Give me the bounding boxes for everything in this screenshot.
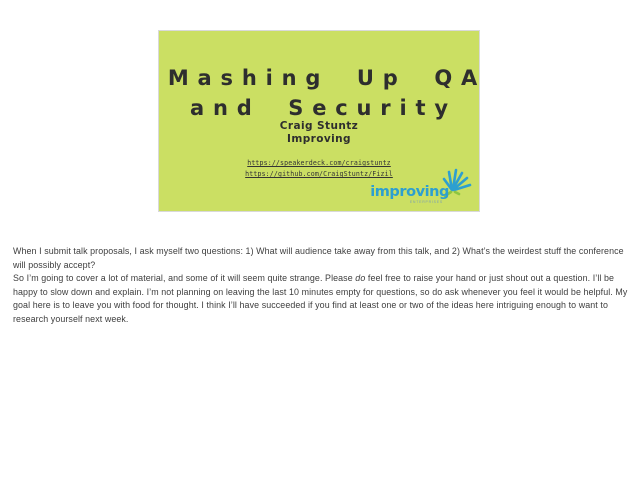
improving-logo-tagline: ENTERPRISES (409, 200, 443, 204)
improving-logo-text: improving (370, 184, 449, 200)
github-link[interactable]: https://github.com/CraigStuntz/Fizil (245, 170, 393, 178)
speakerdeck-link[interactable]: https://speakerdeck.com/craigstuntz (247, 159, 391, 167)
slide-author-block (159, 120, 479, 146)
notes-paragraph-1: When I submit talk proposals, I ask myself two questions: 1) What will audience take away from this talk, and 2) What’s the weirdest stuff the conference will possibly accept? (13, 246, 624, 270)
slide-title (159, 63, 487, 123)
speaker-notes (13, 245, 628, 327)
notes-paragraph-2-emphasis: do (355, 273, 366, 284)
slide-title-line2: and Security (189, 96, 457, 120)
author-name: Craig Stuntz (279, 120, 359, 132)
notes-paragraph-2-after: feel free to raise your hand or just shout out a question. I’ll be happy to slow down and explain. I’m not planning on leaving the last 10 minutes empty for questions, so do ask whenever you feel it would be helpful. My goal here is to leave you with food for thought. I think I’ll have succeeded if you find at least one or two of the ideas here intriguing enough to want to research yourself next week. (13, 273, 628, 324)
notes-paragraph-2-before: So I’m going to cover a lot of material, and some of it will seem quite strange. Please (13, 273, 356, 284)
notes-paragraph-2 (13, 272, 628, 326)
company-name: Improving (287, 133, 351, 145)
slide-thumbnail (158, 30, 487, 212)
improving-logo (365, 170, 473, 208)
slide-title-line1: Mashing Up QA (167, 66, 487, 90)
